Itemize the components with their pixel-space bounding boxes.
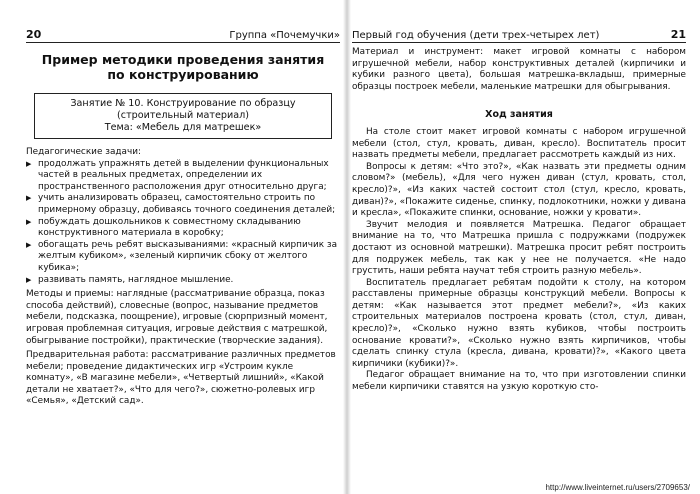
methods-paragraph: Методы и приемы: наглядные (рассматривание образца, показ способа действий), словесные (вопрос, называние предметов мебели, подсказка, поощрение), игровые (сюрпризный момент, игровая проблемная ситуация, игровые действия с матрешкой, обыгрывание постройки), практические (творческие задания). bbox=[26, 289, 328, 346]
task-item: ▶ учить анализировать образец, самостоятельно строить по примерному образцу, добиваясь точного соединения деталей; bbox=[26, 193, 340, 216]
materials-paragraph: Материал и инструмент: макет игровой комнаты с набором игрушечной мебели, набор конструктивных деталей (кирпичики и кубики разного цвета), большая матрешка-вкладыш, примерные образцы построек мебели, маленькие матрешки для обыгрывания. bbox=[352, 47, 686, 92]
task-item: ▶ развивать память, наглядное мышление. bbox=[26, 275, 340, 287]
task-item: ▶ продолжать упражнять детей в выделении функциональных частей в реальных предметах, определении их пространственного расположения друг относительно друга; bbox=[26, 159, 340, 194]
right-body bbox=[352, 47, 686, 394]
right-page-number: 21 bbox=[670, 28, 686, 41]
tasks-list bbox=[26, 159, 340, 287]
body-paragraph: Вопросы к детям: «Что это?», «Как назвать эти предметы одним словом?» (мебель), «Для чего нужен диван (стул, кровать, стол, кресло)?», «Из каких частей состоит стол (стул, кресло, кровать, диван)?», «Покажите сиденье, спинку, подлокотники, ножки у дивана и кресла», «Покажите спинки, основание, ножки у кровати». bbox=[352, 161, 686, 219]
body-paragraph: На столе стоит макет игровой комнаты с набором игрушечной мебели (стол, стул, кровать, диван, кресло). Воспитатель просит назвать предметы мебели, предлагает рассмотреть каждый из них. bbox=[352, 126, 686, 161]
right-page bbox=[350, 0, 700, 494]
watermark-url: http://www.liveinternet.ru/users/2709653/ bbox=[545, 483, 690, 492]
left-body bbox=[26, 147, 340, 408]
task-item: ▶ побуждать дошкольников к совместному складыванию конструктивного материала в коробку; bbox=[26, 217, 340, 240]
lesson-title: Пример методики проведения занятия по конструированию bbox=[41, 52, 325, 82]
left-running-head-text: Группа «Почемучки» bbox=[229, 30, 340, 41]
prep-paragraph: Предварительная работа: рассматривание различных предметов мебели; проведение дидактических игр «Устроим кукле комнату», «В магазине мебели», «Четвертый лишний», «Какой детали не хватает?», «Что для чего?», сюжетно-ролевых игр «Семья», «Детский сад». bbox=[26, 350, 336, 407]
lesson-box bbox=[34, 93, 332, 139]
section-title: Ход занятия bbox=[485, 109, 553, 121]
task-item: ▶ обогащать речь ребят высказываниями: «красный кирпичик за желтым кубиком», «зеленый кирпичик сбоку от желтого кубика»; bbox=[26, 240, 340, 275]
lesson-box-line-3: Тема: «Мебель для матрешек» bbox=[104, 122, 262, 133]
body-paragraph: Звучит мелодия и появляется Матрешка. Педагог обращает внимание на то, что Матрешка пришла с подружками (подружек достают из основной матрешки). Матрешка просит ребят построить для подружек мебель, так как у нее не получается. «Не надо грустить, наши ребята научат тебя строить разную мебель». bbox=[352, 219, 686, 277]
left-page bbox=[0, 0, 346, 494]
left-running-head bbox=[26, 28, 340, 43]
body-paragraph: Педагог обращает внимание на то, что при изготовлении спинки мебели кирпичики ставятся на узкую короткую сто- bbox=[352, 370, 686, 393]
lesson-box-line-1: Занятие № 10. Конструирование по образцу bbox=[70, 98, 296, 109]
tasks-heading: Педагогические задачи: bbox=[26, 147, 141, 157]
left-page-number: 20 bbox=[26, 28, 42, 41]
right-running-head bbox=[352, 28, 686, 43]
right-running-head-text: Первый год обучения (дети трех-четырех лет) bbox=[352, 30, 600, 41]
lesson-box-line-2: (строительный материал) bbox=[117, 110, 249, 121]
body-paragraph: Воспитатель предлагает ребятам подойти к столу, на котором расставлены примерные образцы конструкций мебели. Вопросы к детям: «Как называется этот предмет мебели?», «Из каких строительных материалов построена кровать (стол, стул, диван, кресло)?», «Сколько нужно взять кубиков, чтобы построить основание кровати?», «Сколько нужно взять кирпичиков, чтобы сделать спинку стула (кресла, дивана, кровати)?», «Какого цвета кирпичики (кубики)?». bbox=[352, 277, 686, 369]
